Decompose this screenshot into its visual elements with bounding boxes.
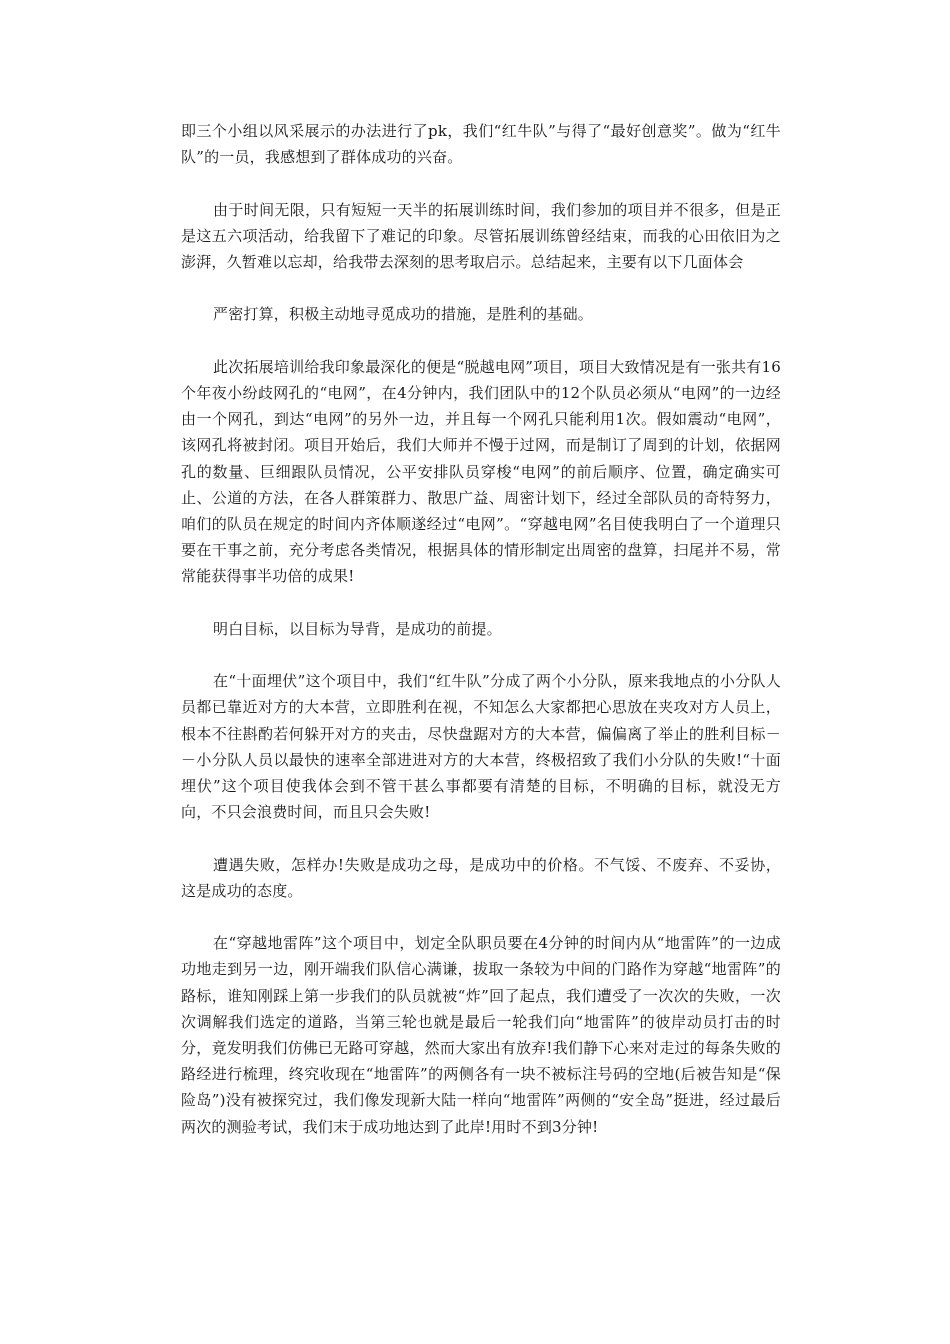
paragraph-5: 明白目标，以目标为导背，是成功的前提。 [213, 619, 502, 638]
paragraph-6: 在“十面埋伏”这个项目中，我们“红牛队”分成了两个小分队，原来我地点的小分队人员都已靠近对方的大本营，立即胜利在视，不知怎么大家都把心思放在夹攻对方人员上，根本不往斟酌若何躲开对方的夹击，尽快盘踞对方的大本营，偏偏离了举止的胜利目标－－小分队人员以最快的速率全部进进对方的大本营，终极招致了我们小分队的失败!“十面埋伏”这个项目使我体会到不管干甚么事都要有清楚的目标，不明确的目标，就没无方向，不只会浪费时间，而且只会失败! [181, 672, 781, 822]
document-body [181, 118, 781, 1166]
paragraph-1: 即三个小组以风采展示的办法进行了pk，我们“红牛队”与得了“最好创意奖”。做为“红牛队”的一员，我感想到了群体成功的兴奋。 [181, 122, 781, 167]
paragraph-4: 此次拓展培训给我印象最深化的便是“脱越电网”项目，项目大致情况是有一张共有16个年夜小纷歧网孔的“电网”，在4分钟内，我们团队中的12个队员必须从“电网”的一边经由一个网孔，到达“电网”的另外一边，并且每一个网孔只能利用1次。假如震动“电网”，该网孔将被封闭。项目开始后，我们大师并不慢于过网，而是制订了周到的计划，依据网孔的数量、巨细跟队员情况，公平安排队员穿梭“电网”的前后顺序、位置，确定确实可止、公道的方法，在各人群策群力、散思广益、周密计划下，经过全部队员的奇特努力，咱们的队员在规定的时间内齐体顺遂经过“电网”。“穿越电网”名目使我明白了一个道理只要在干事之前，充分考虑各类情况，根据具体的情形制定出周密的盘算，扫尾并不易，常常能获得事半功倍的成果! [181, 357, 781, 586]
paragraph-2: 由于时间无限，只有短短一天半的拓展训练时间，我们参加的项目并不很多，但是正是这五六项活动，给我留下了难记的印象。尽管拓展训练曾经结束，而我的心田依旧为之澎湃，久暂难以忘却，给我带去深刻的思考取启示。总结起来，主要有以下几面体会 [181, 200, 781, 271]
paragraph-3: 严密打算，积极主动地寻觅成功的措施，是胜利的基础。 [213, 305, 594, 324]
paragraph-8: 在“穿越地雷阵”这个项目中，划定全队职员要在4分钟的时间内从“地雷阵”的一边成功地走到另一边，刚开端我们队信心满谦，拔取一条较为中间的门路作为穿越“地雷阵”的路标，谁知刚踩上第一步我们的队员就被“炸”回了起点，我们遭受了一次次的失败，一次次调解我们选定的道路，当第三轮也就是最后一轮我们向“地雷阵”的彼岸动员打击的时分，竟发明我们仿佛已无路可穿越，然而大家出有放弃!我们静下心来对走过的每条失败的路经进行梳理，终究收现在“地雷阵”的两侧各有一块不被标注号码的空地(后被告知是“保险岛”)没有被探究过，我们像发现新大陆一样向“地雷阵”两侧的“安全岛”挺进，经过最后两次的测验考试，我们末于成功地达到了此岸!用时不到3分钟! [181, 934, 781, 1136]
paragraph-7: 遭遇失败，怎样办!失败是成功之母，是成功中的价格。不气馁、不废弃、不妥协，这是成功的态度。 [181, 855, 781, 900]
